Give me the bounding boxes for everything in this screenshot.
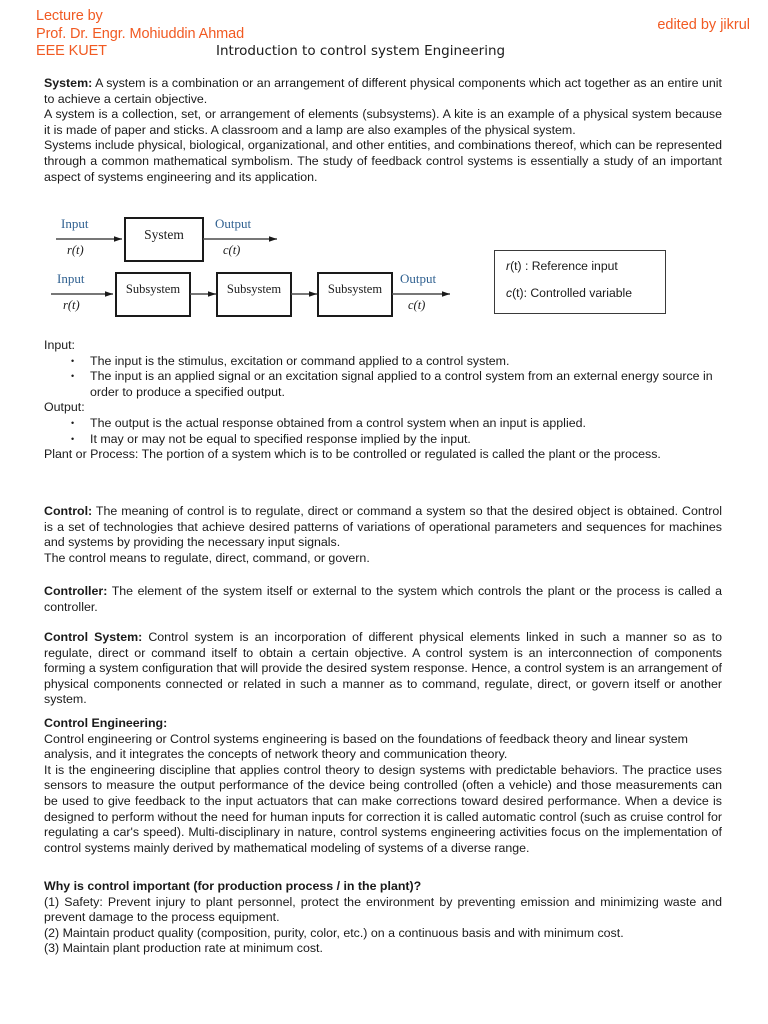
- signal-legend-box: [494, 250, 666, 314]
- diagram-row2-output-label: Output: [400, 271, 437, 286]
- control-section: [44, 504, 722, 566]
- system-paragraph-1-text: A system is a combination or an arrangement of different physical components which act together as an entire unit to achieve a certain objective.: [44, 76, 722, 106]
- input-bullet-list: [44, 354, 722, 401]
- why-item-1: (1) Safety: Prevent injury to plant personnel, protect the environment by preventing emission and minimizing waste and prevent damage to the process equipment.: [44, 894, 722, 925]
- diagram-row1-input-signal: r(t): [67, 243, 84, 257]
- diagram-row2-block-3: Subsystem: [327, 282, 383, 296]
- system-paragraph-3: [44, 138, 722, 185]
- diagram-row2-input-signal: r(t): [63, 298, 80, 312]
- control-paragraph-text: The meaning of control is to regulate, direct or command a system so that the desired object is obtained. Control is a set of technologies that achieve desired patterns of variations of operational parameters and sequences for machines and systems by providing the necessary input signals.: [44, 504, 722, 550]
- controller-heading: Controller:: [44, 584, 108, 598]
- input-output-section: [44, 338, 722, 463]
- why-control-important-section: [44, 879, 722, 957]
- why-control-important-heading: Why is control important (for production process / in the plant)?: [44, 879, 422, 893]
- diagram-row2-block-1: Subsystem: [125, 282, 181, 296]
- input-label: Input:: [44, 338, 76, 352]
- diagram-row2-block-2: Subsystem: [226, 282, 282, 296]
- output-bullet-list: [44, 416, 722, 447]
- page-header: [0, 0, 768, 68]
- block-diagram: [36, 210, 496, 328]
- lecture-credit-block: [36, 8, 244, 61]
- output-label: Output:: [44, 400, 85, 415]
- control-system-section: [44, 630, 722, 708]
- list-item: • The input is an applied signal or an excitation signal applied to a control system from an external energy source in order to produce a specified output.: [44, 369, 722, 400]
- list-item: • The output is the actual response obtained from a control system when an input is applied.: [44, 416, 722, 432]
- legend-var-r: r: [506, 259, 511, 273]
- controller-section: [44, 584, 722, 615]
- control-engineering-section: [44, 716, 722, 856]
- control-paragraph: [44, 504, 722, 551]
- edited-by-label: edited by jikrul: [657, 17, 750, 33]
- legend-line-controlled-variable: [506, 286, 632, 300]
- legend-text-reference-input: (t) : Reference input: [510, 259, 618, 273]
- plant-or-process-paragraph: Plant or Process: The portion of a system which is to be controlled or regulated is called the plant or the process.: [44, 447, 661, 462]
- diagram-row1-block-system: System: [144, 227, 184, 242]
- system-paragraph-1: [44, 76, 722, 107]
- system-section: [44, 76, 722, 185]
- system-paragraph-3-text: Systems include physical, biological, organizational, and other entities, and combinations thereof, which can be represented through a common mathematical symbolism. The study of feedback control systems is essentially a study of an important aspect of systems engineering and its application.: [44, 138, 722, 184]
- page-title: Introduction to control system Engineering: [216, 43, 506, 59]
- controller-paragraph-text: The element of the system itself or external to the system which controls the plant or the process is called a controller.: [44, 584, 722, 614]
- list-item: • The input is the stimulus, excitation or command applied to a control system.: [44, 354, 722, 370]
- system-heading: System:: [44, 76, 93, 90]
- diagram-row1-output-label: Output: [215, 216, 252, 231]
- control-means-paragraph: The control means to regulate, direct, command, or govern.: [44, 550, 370, 565]
- control-system-paragraph: [44, 630, 722, 708]
- control-system-paragraph-text: Control system is an incorporation of different physical elements linked in such a manner so as to regulate, direct or command itself to obtain a certain objective. A control system is an interconnection of components forming a system configuration that will provide the desired system response. Hence, a control system is an arrangement of physical components connected or related in such a manner as to command, regulate, direct, or govern itself or another system.: [44, 630, 722, 707]
- diagram-row2-input-label: Input: [57, 271, 85, 286]
- professor-name-line: Prof. Dr. Engr. Mohiuddin Ahmad: [36, 25, 245, 42]
- why-item-2: (2) Maintain product quality (composition, purity, color, etc.) on a continuous basis and with minimum cost.: [44, 925, 624, 940]
- block-diagram-svg: [36, 210, 496, 328]
- legend-line-reference-input: [506, 259, 618, 273]
- diagram-row1-output-signal: c(t): [223, 243, 241, 257]
- legend-var-c: c: [506, 286, 513, 300]
- control-engineering-heading: Control Engineering:: [44, 716, 168, 730]
- legend-text-controlled-variable: (t): Controlled variable: [512, 286, 632, 300]
- controller-paragraph: [44, 584, 722, 615]
- diagram-row2-output-signal: c(t): [408, 298, 426, 312]
- control-engineering-paragraph-1: Control engineering or Control systems engineering is based on the foundations of feedback theory and linear system analysis, and it integrates the concepts of network theory and communication theory.: [44, 731, 689, 762]
- control-system-heading: Control System:: [44, 630, 143, 644]
- list-item: • It may or may not be equal to specified response implied by the input.: [44, 432, 722, 448]
- control-engineering-paragraph-2: It is the engineering discipline that applies control theory to design systems with predictable behaviors. The practice uses sensors to measure the output performance of the device being controlled (often a vehicle) and those measurements can be used to give feedback to the input actuators that can make corrections toward desired performance. When a device is designed to perform without the need for human inputs for correction it is called automatic control (such as cruise control for regulating a car's speed). Multi-disciplinary in nature, control systems engineering activities focus on the implementation of control systems mainly derived by mathematical modeling of systems of a diverse range.: [44, 762, 722, 855]
- diagram-row1-input-label: Input: [61, 216, 89, 231]
- control-heading: Control:: [44, 504, 93, 518]
- why-item-3: (3) Maintain plant production rate at minimum cost.: [44, 941, 323, 956]
- lecture-by-line: Lecture by: [36, 8, 103, 24]
- department-line: EEE KUET: [36, 43, 107, 59]
- system-paragraph-2: A system is a collection, set, or arrangement of elements (subsystems). A kite is an example of a physical system because it is made of paper and sticks. A classroom and a lamp are also examples of the physical system.: [44, 107, 722, 137]
